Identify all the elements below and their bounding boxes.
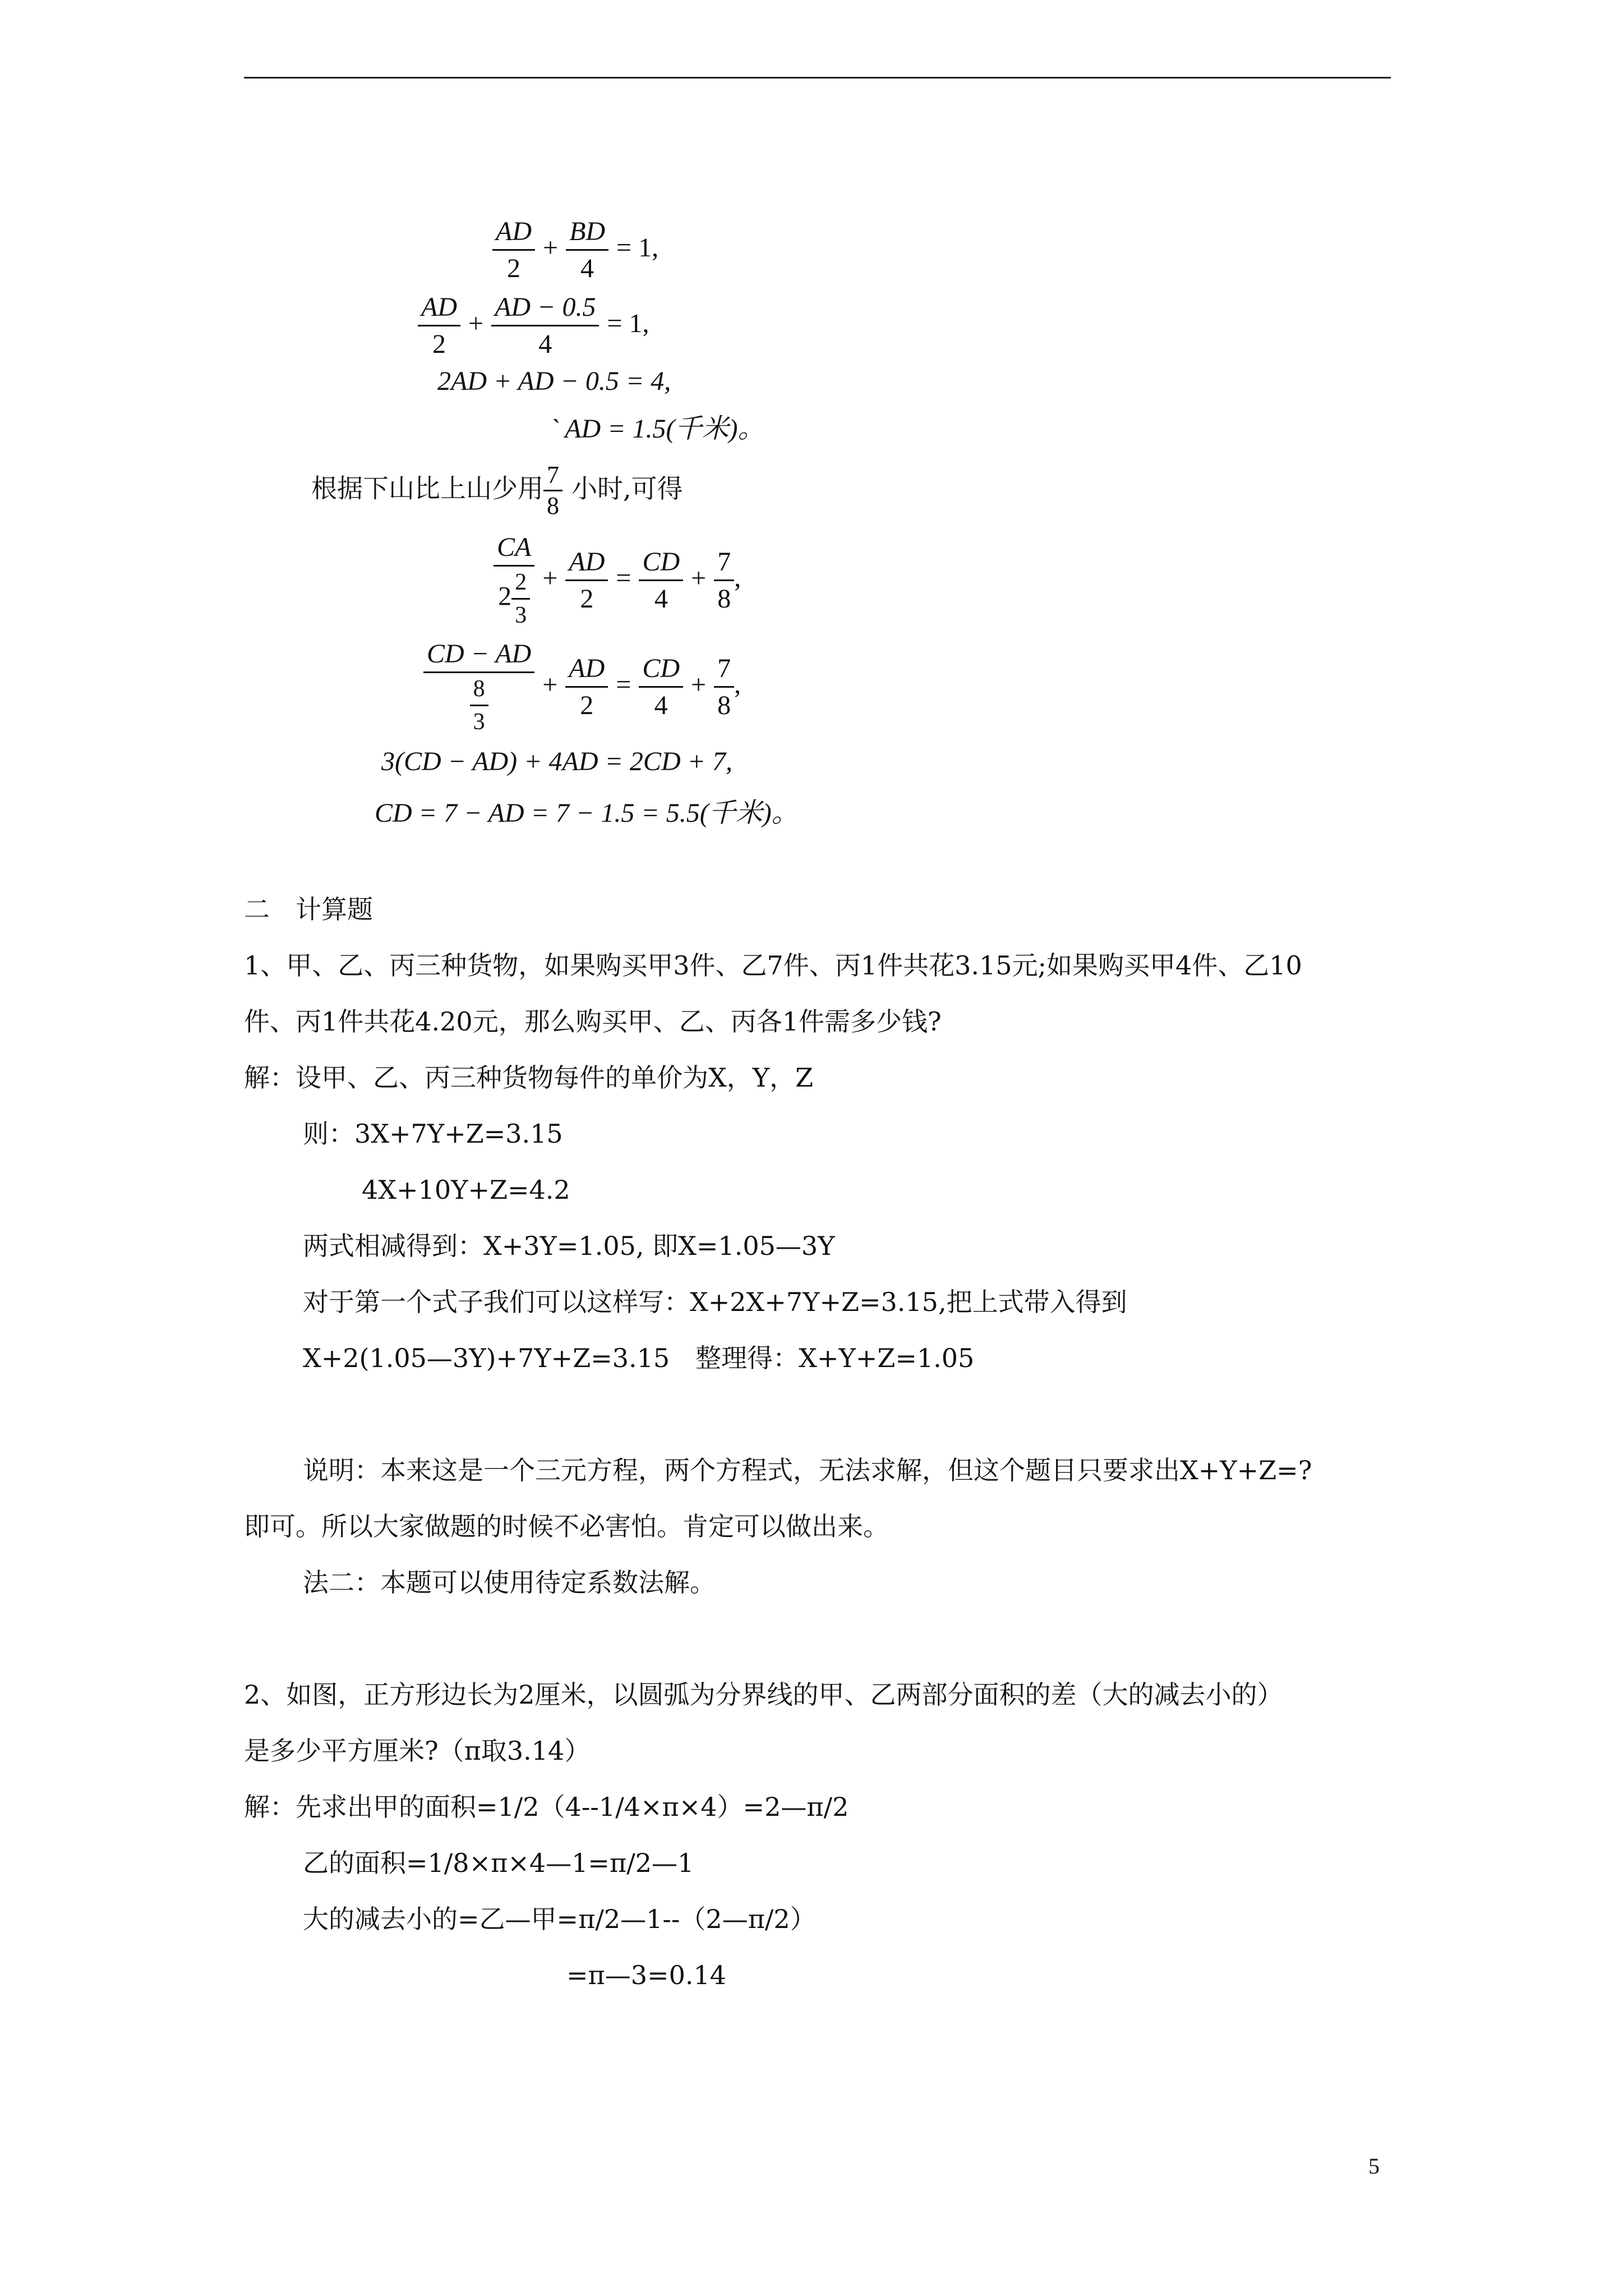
fraction	[565, 653, 608, 721]
denominator: 2	[580, 584, 594, 614]
fraction	[470, 675, 488, 735]
mixed-denominator	[494, 567, 534, 629]
q1-step-4: 对于第一个式子我们可以这样写：X+2X+7Y+Z=3.15,把上式带入得到	[303, 1287, 1127, 1317]
numerator: 7	[714, 653, 734, 688]
operator: =	[616, 669, 631, 700]
numerator: CD	[639, 653, 683, 688]
denominator: 8	[717, 691, 731, 720]
equation-3: 2AD + AD − 0.5 = 4,	[437, 366, 671, 396]
numerator: 7	[543, 463, 562, 491]
punctuation: ,	[734, 563, 741, 593]
operator: +	[691, 669, 707, 700]
q2-step-2: 大的减去小的=乙—甲=π/2—1--（2—π/2）	[303, 1904, 816, 1934]
method-two: 法二：本题可以使用待定系数法解。	[303, 1567, 716, 1598]
operator: +	[691, 563, 707, 593]
denominator: 3	[473, 709, 485, 735]
operator: +	[542, 669, 558, 700]
denominator: 2	[506, 254, 520, 283]
q1-line-1: 1、甲、乙、丙三种货物，如果购买甲3件、乙7件、丙1件共花3.15元;如果购买甲4件、乙10	[244, 950, 1302, 981]
intro-text: 小时,可得	[571, 473, 683, 504]
q1-step-3: 两式相减得到：X+3Y=1.05, 即X=1.05—3Y	[303, 1231, 835, 1261]
operator: +	[542, 232, 559, 263]
compound-denominator	[423, 673, 534, 735]
denominator: 3	[515, 602, 527, 628]
section-heading: 二 计算题	[244, 894, 373, 924]
fraction	[639, 653, 683, 721]
numerator: 2	[511, 569, 530, 600]
numerator: CA	[494, 532, 534, 567]
equation-8: CD = 7 − AD = 7 − 1.5 = 5.5(千米)。	[375, 798, 799, 828]
fraction	[566, 216, 608, 284]
numerator: AD − 0.5	[491, 292, 599, 326]
q2-line-1: 2、如图，正方形边长为2厘米，以圆弧为分界线的甲、乙两部分面积的差（大的减去小的）	[244, 1680, 1283, 1710]
operator: +	[468, 308, 484, 338]
fraction	[491, 292, 599, 360]
fraction	[714, 653, 734, 721]
fraction	[565, 546, 608, 614]
fraction	[511, 569, 530, 629]
equation-5	[494, 532, 741, 629]
fraction	[543, 463, 562, 518]
numerator: CD	[639, 546, 683, 581]
header-rule	[244, 77, 1391, 79]
operator: =	[616, 563, 631, 593]
fraction	[714, 546, 734, 614]
q1-line-2: 件、丙1件共花4.20元，那么购买甲、乙、丙各1件需多少钱?	[244, 1006, 942, 1037]
fraction	[423, 638, 534, 735]
equation-4: ` AD = 1.5(千米)。	[550, 414, 765, 444]
denominator: 8	[547, 492, 559, 519]
q1-solution: 解：设甲、乙、丙三种货物每件的单价为X，Y，Z	[244, 1062, 814, 1093]
operator: +	[542, 563, 558, 593]
numerator: 8	[470, 675, 488, 706]
note-line-1: 说明：本来这是一个三元方程，两个方程式，无法求解，但这个题目只要求出X+Y+Z=?	[303, 1455, 1312, 1485]
numerator: BD	[566, 216, 608, 251]
q2-step-3: =π—3=0.14	[566, 1960, 727, 1990]
q1-step-5: X+2(1.05—3Y)+7Y+Z=3.15 整理得：X+Y+Z=1.05	[303, 1343, 975, 1373]
equation-2	[418, 292, 657, 360]
derivation-intro	[311, 463, 683, 518]
denominator: 2	[580, 691, 594, 720]
q1-step-1: 则：3X+7Y+Z=3.15	[303, 1119, 563, 1149]
whole-part: 2	[498, 581, 512, 611]
denominator: 4	[654, 691, 668, 720]
fraction	[492, 216, 535, 284]
rhs: = 1,	[607, 308, 649, 338]
q2-line-2: 是多少平方厘米?（π取3.14）	[244, 1736, 591, 1766]
numerator: AD	[565, 546, 608, 581]
fraction	[639, 546, 683, 614]
intro-text: 根据下山比上山少用	[311, 473, 543, 504]
fraction	[418, 292, 460, 360]
denominator: 4	[654, 584, 668, 614]
rhs: = 1,	[616, 232, 659, 263]
numerator: CD − AD	[423, 638, 534, 673]
equation-1	[492, 216, 666, 284]
page-number: 5	[1368, 2154, 1380, 2179]
punctuation: ,	[734, 669, 741, 700]
q2-solution: 解：先求出甲的面积=1/2（4--1/4×π×4）=2—π/2	[244, 1792, 849, 1822]
denominator: 2	[432, 329, 446, 359]
denominator: 8	[717, 584, 731, 614]
numerator: AD	[565, 653, 608, 688]
numerator: AD	[492, 216, 535, 251]
numerator: AD	[418, 292, 460, 326]
q1-step-2: 4X+10Y+Z=4.2	[362, 1175, 570, 1205]
q2-step-1: 乙的面积=1/8×π×4—1=π/2—1	[303, 1848, 694, 1878]
denominator: 4	[538, 329, 552, 359]
denominator: 4	[580, 254, 594, 283]
fraction	[494, 532, 534, 629]
equation-7: 3(CD − AD) + 4AD = 2CD + 7,	[381, 747, 732, 776]
numerator: 7	[714, 546, 734, 581]
note-line-2: 即可。所以大家做题的时候不必害怕。肯定可以做出来。	[244, 1511, 889, 1542]
equation-6	[423, 638, 741, 735]
